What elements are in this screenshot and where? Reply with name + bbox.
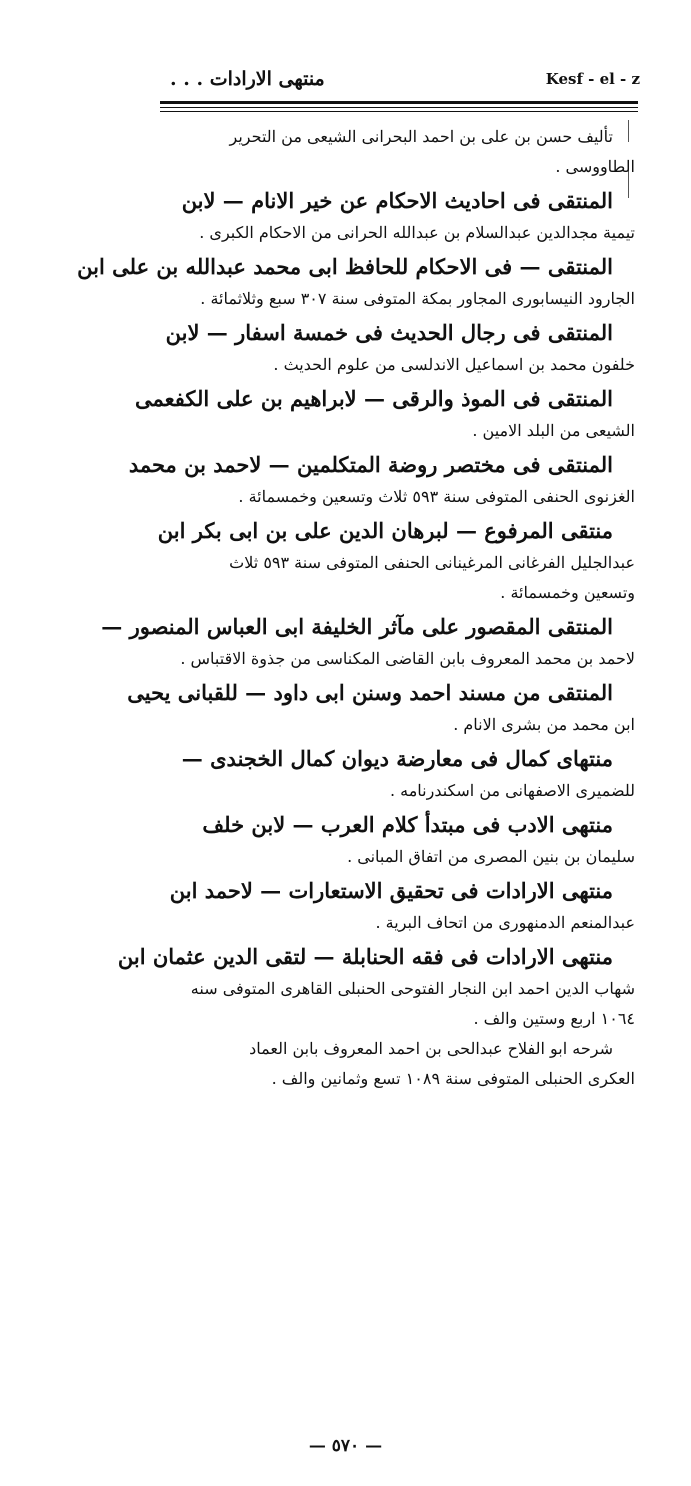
entry-text-line: العكرى الحنبلى المتوفى سنة ١٠٨٩ تسع وثمانين والف . (271, 1069, 635, 1088)
page-header (170, 60, 640, 100)
entry-text-line: سليمان بن بنين المصرى من اتفاق المبانى . (347, 847, 635, 866)
bibliography-entry (77, 250, 635, 314)
bibliography-entry (160, 184, 635, 248)
bibliography-entry (117, 940, 635, 1094)
header-rule-thin (160, 107, 638, 108)
entry-text-line: شرحه ابو الفلاح عبدالحى بن احمد المعروف بابن العماد (249, 1039, 613, 1058)
entry-title-line: المنتقى المقصور على مآثر الخليفة ابى العباس المنصور — (101, 614, 613, 639)
entry-text-line: الغزنوى الحنفى المتوفى سنة ٥٩٣ ثلاث وتسعين وخمسمائة . (238, 487, 635, 506)
entry-text-line: عبدالمنعم الدمنهورى من اتحاف البرية . (375, 913, 635, 932)
running-title: منتهى الارادات . . . (170, 68, 325, 90)
bibliography-entry (160, 808, 635, 872)
bibliography-entry (160, 874, 635, 938)
bibliography-entry (128, 448, 635, 512)
entry-text-line: تيمية مجدالدين عبدالسلام بن عبدالله الحرانى من الاحكام الكبرى . (199, 223, 635, 242)
entry-title-line: منتهى الادب فى مبتدأ كلام العرب — لابن خلف (202, 812, 613, 837)
bibliography-entry (160, 316, 635, 380)
entry-text-line: وتسعين وخمسمائة . (500, 583, 635, 602)
page-body (77, 122, 635, 1096)
bibliography-entry (160, 122, 635, 182)
bibliography-entry (127, 676, 635, 740)
entry-text-line: للضميرى الاصفهانى من اسكندرنامه . (389, 781, 635, 800)
entry-text-line: شهاب الدين احمد ابن النجار الفتوحى الحنبلى القاهرى المتوفى سنه (190, 979, 635, 998)
bibliography-entry (135, 382, 635, 446)
entry-text-line: الطاووسى . (555, 157, 635, 176)
entry-text-line: الجارود النيسابورى المجاور بمكة المتوفى سنة ٣٠٧ سبع وثلاثمائة . (200, 289, 635, 308)
entry-text-line: لاحمد بن محمد المعروف بابن القاضى المكناسى من جذوة الاقتباس . (180, 649, 635, 668)
entry-title-line: المنتقى فى رجال الحديث فى خمسة اسفار — لابن (165, 320, 613, 345)
entry-title-line: منتهى الارادات فى فقه الحنابلة — لتقى الدين عثمان ابن (117, 944, 613, 969)
bibliography-entry (160, 742, 635, 806)
entry-text-line: عبدالجليل الفرغانى المرغينانى الحنفى المتوفى سنة ٥٩٣ ثلاث (229, 553, 635, 572)
entry-title-line: منتهاى كمال فى معارضة ديوان كمال الخجندى — (181, 746, 613, 771)
entry-text-line: ١٠٦٤ اربع وستين والف . (473, 1009, 635, 1028)
bibliography-entry (157, 514, 635, 608)
entry-title-line: المنتقى — فى الاحكام للحافظ ابى محمد عبدالله بن على ابن (77, 254, 613, 279)
corner-label: Kesf - el - z (545, 70, 640, 88)
header-rule-thin-2 (160, 111, 638, 112)
page-number: — ٥٧٠ — (308, 1436, 383, 1456)
entry-text-line: خلفون محمد بن اسماعيل الاندلسى من علوم الحديث . (273, 355, 635, 374)
entry-title-line: المنتقى فى الموذ والرقى — لابراهيم بن على الكفعمى (135, 386, 613, 411)
entry-title-line: المنتقى فى مختصر روضة المتكلمين — لاحمد بن محمد (128, 452, 613, 477)
header-rule-thick (160, 101, 638, 104)
entry-text-line: ابن محمد من بشرى الانام . (453, 715, 635, 734)
entry-title-line: المنتقى من مسند احمد وسنن ابى داود — للقبانى يحيى (127, 680, 613, 705)
entry-text-line: تأليف حسن بن على بن احمد البحرانى الشيعى من التحرير (229, 127, 613, 146)
entry-title-line: المنتقى فى احاديث الاحكام عن خير الانام — لابن (181, 188, 613, 213)
bibliography-entry (101, 610, 635, 674)
entry-text-line: الشيعى من البلد الامين . (472, 421, 635, 440)
entry-title-line: منتقى المرفوع — لبرهان الدين على بن ابى بكر ابن (157, 518, 613, 543)
entry-title-line: منتهى الارادات فى تحقيق الاستعارات — لاحمد ابن (169, 878, 613, 903)
